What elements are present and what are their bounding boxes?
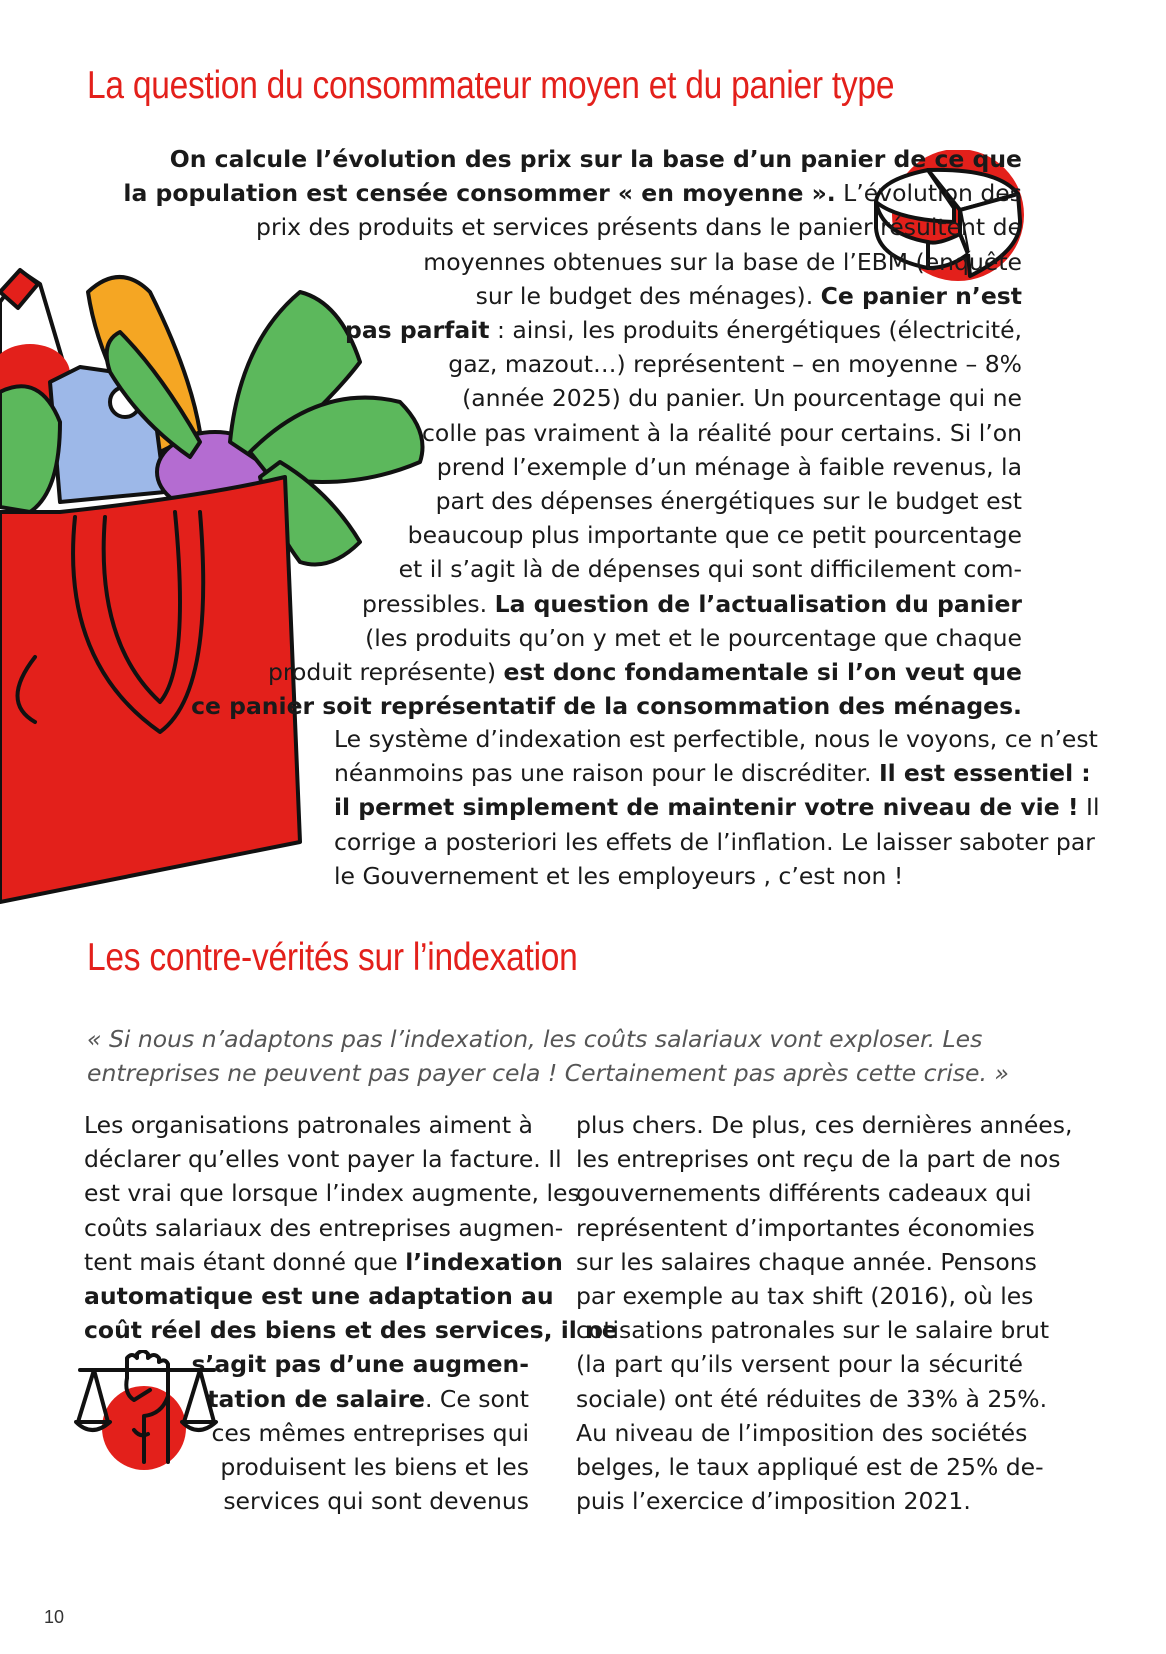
paragraph-line: moyennes obtenues sur la base de l’EBM (enquête (423, 247, 1022, 276)
section1-title: La question du consommateur moyen et du panier type (87, 64, 895, 107)
paragraph-line: (les produits qu’on y met et le pourcentage que chaque (365, 623, 1022, 652)
paragraph-line: il permet simplement de maintenir votre niveau de vie ! Il (334, 793, 1100, 822)
paragraph-line: la population est censée consommer « en moyenne ». L’évolution des (123, 179, 1022, 208)
paragraph-line: tent mais étant donné que l’indexation (84, 1247, 563, 1276)
paragraph-line: gouvernements différents cadeaux qui (576, 1179, 1032, 1208)
paragraph-line: s’agit pas d’une augmen- (191, 1350, 529, 1379)
paragraph-line: automatique est une adaptation au (84, 1282, 554, 1311)
paragraph-line: pas parfait : ainsi, les produits énergétiques (électricité, (345, 316, 1022, 345)
paragraph-line: représentent d’importantes économies (576, 1213, 1035, 1242)
paragraph-line: coûts salariaux des entreprises augmen- (84, 1213, 564, 1242)
paragraph-line: coût réel des biens et des services, il ne (84, 1316, 618, 1345)
paragraph-line: colle pas vraiment à la réalité pour certains. Si l’on (422, 418, 1022, 447)
paragraph-line: déclarer qu’elles vont payer la facture. Il (84, 1145, 562, 1174)
paragraph-line: beaucoup plus importante que ce petit pourcentage (407, 521, 1022, 550)
section1-paragraph-1 (60, 142, 1022, 723)
paragraph-line: part des dépenses énergétiques sur le budget est (435, 487, 1022, 516)
paragraph-line: cotisations patronales sur le salaire brut (576, 1316, 1050, 1345)
paragraph-line: ce panier soit représentatif de la consommation des ménages. (191, 692, 1022, 721)
paragraph-line: Au niveau de l’imposition des sociétés (576, 1418, 1028, 1447)
paragraph-line: tation de salaire. Ce sont (207, 1384, 529, 1413)
paragraph-line: sur les salaires chaque année. Pensons (576, 1247, 1037, 1276)
page-number: 10 (44, 1607, 65, 1627)
employer-quote: « Si nous n’adaptons pas l’indexation, les coûts salariaux vont exploser. Les entreprises ne peuvent pas payer cela ! Certainement pas après cette crise. » (87, 1025, 1009, 1087)
paragraph-line: sur le budget des ménages). Ce panier n’est (475, 281, 1022, 310)
paragraph-line: et il s’agit là de dépenses qui sont difficilement com- (398, 555, 1022, 584)
paragraph-line: le Gouvernement et les employeurs , c’est non ! (334, 861, 904, 890)
paragraph-line: puis l’exercice d’imposition 2021. (576, 1487, 971, 1516)
paragraph-line: produisent les biens et les (220, 1453, 529, 1482)
paragraph-line: Les organisations patronales aiment à (84, 1111, 533, 1139)
paragraph-line: produit représente) est donc fondamentale si l’on veut que (267, 658, 1022, 687)
paragraph-line: est vrai que lorsque l’index augmente, les (84, 1179, 580, 1208)
paragraph-line: prix des produits et services présents dans le panier résultent de (256, 213, 1022, 242)
section2-column-2 (576, 1108, 1073, 1518)
fist-scales-icon (72, 1350, 222, 1470)
section1-paragraph-2 (334, 722, 1100, 893)
paragraph-line: services qui sont devenus (223, 1487, 529, 1516)
paragraph-line: belges, le taux appliqué est de 25% de- (576, 1453, 1044, 1482)
paragraph-line: Le système d’indexation est perfectible, nous le voyons, ce n’est (334, 725, 1098, 753)
paragraph-line: sociale) ont été réduites de 33% à 25%. (576, 1384, 1048, 1413)
section2-title: Les contre-vérités sur l’indexation (87, 936, 578, 979)
paragraph-line: gaz, mazout…) représentent – en moyenne – 8% (448, 350, 1022, 379)
paragraph-line: (la part qu’ils versent pour la sécurité (576, 1350, 1023, 1379)
paragraph-line: plus chers. De plus, ces dernières années, (576, 1111, 1073, 1139)
paragraph-line: les entreprises ont reçu de la part de nos (576, 1145, 1061, 1174)
paragraph-line: ces mêmes entreprises qui (211, 1418, 529, 1447)
paragraph-line: néanmoins pas une raison pour le discréditer. Il est essentiel : (334, 759, 1091, 788)
paragraph-line: par exemple au tax shift (2016), où les (576, 1282, 1034, 1311)
paragraph-line: prend l’exemple d’un ménage à faible revenus, la (436, 452, 1022, 481)
paragraph-line: (année 2025) du panier. Un pourcentage qui ne (462, 384, 1022, 413)
paragraph-line: corrige a posteriori les effets de l’inflation. Le laisser saboter par (334, 827, 1095, 856)
paragraph-line: pressibles. La question de l’actualisation du panier (361, 589, 1022, 618)
paragraph-line: On calcule l’évolution des prix sur la base d’un panier de ce que (169, 145, 1022, 173)
